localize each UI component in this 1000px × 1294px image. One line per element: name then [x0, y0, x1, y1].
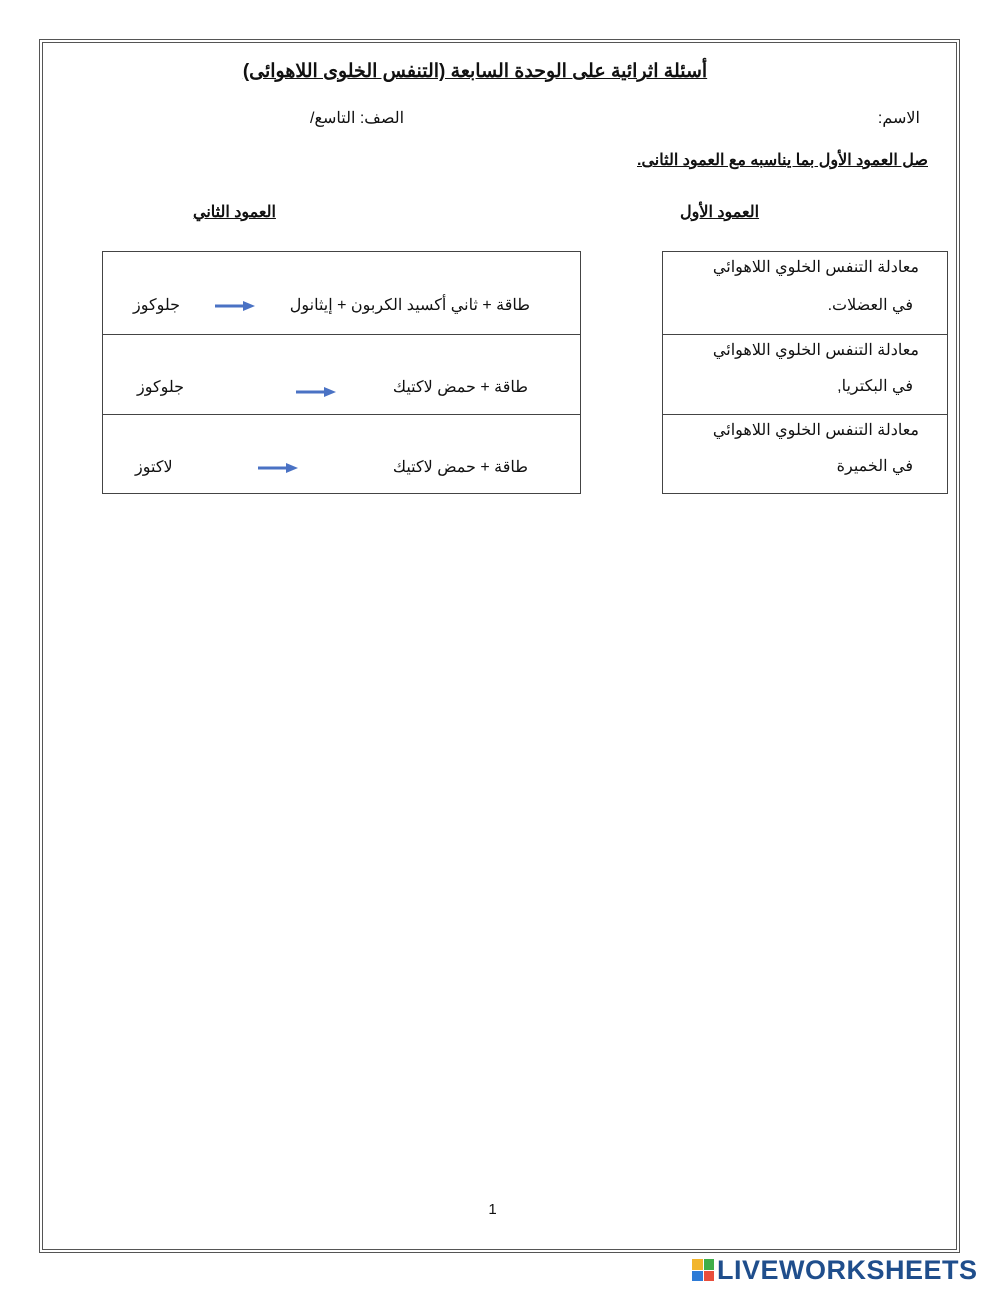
column-one-row[interactable]: [663, 415, 947, 493]
column-one-heading: العمود الأول: [680, 204, 760, 221]
products-text: طاقة + حمض لاكتيك: [392, 379, 528, 396]
name-label: الاسم:: [877, 110, 920, 127]
column-two-row[interactable]: [103, 335, 580, 415]
page-border-inner: [42, 42, 957, 1250]
row-line2: في البكتريا,: [837, 378, 913, 395]
row-line1: معادلة التنفس الخلوي اللاهوائي: [712, 342, 919, 359]
page-number: 1: [488, 1201, 497, 1218]
column-two-row[interactable]: [103, 415, 580, 493]
worksheet-title: أسئلة اثرائية على الوحدة السابعة (التنفس الخلوى اللاهوائى): [242, 61, 708, 82]
instruction-text: صل العمود الأول بما يناسبه مع العمود الثانى.: [637, 152, 928, 169]
brand-name: LIVEWORKSHEETS: [717, 1254, 978, 1285]
reactant-text: جلوكوز: [137, 379, 185, 396]
reactant-text: لاكتوز: [135, 459, 173, 476]
reaction-arrow-icon: [296, 385, 336, 399]
products-text: طاقة + حمض لاكتيك: [392, 459, 528, 476]
column-one-table: [662, 251, 948, 494]
row-line1: معادلة التنفس الخلوي اللاهوائي: [712, 259, 919, 276]
column-one-row[interactable]: [663, 252, 947, 335]
liveworksheets-logo-icon: [692, 1259, 714, 1281]
row-line1: معادلة التنفس الخلوي اللاهوائي: [712, 422, 919, 439]
grade-label: الصف: التاسع/: [310, 110, 405, 127]
column-two-row[interactable]: [103, 252, 580, 335]
column-one-row[interactable]: [663, 335, 947, 415]
reactant-text: جلوكوز: [133, 297, 181, 314]
reaction-arrow-icon: [215, 299, 255, 313]
row-line2: في الخميرة: [836, 458, 913, 475]
column-two-heading: العمود الثاني: [193, 204, 276, 221]
brand-footer[interactable]: [692, 1256, 978, 1284]
row-line2: في العضلات.: [827, 297, 913, 314]
column-two-table: [102, 251, 581, 494]
reaction-arrow-icon: [258, 461, 298, 475]
products-text: طاقة + ثاني أكسيد الكربون + إيثانول: [289, 297, 530, 314]
